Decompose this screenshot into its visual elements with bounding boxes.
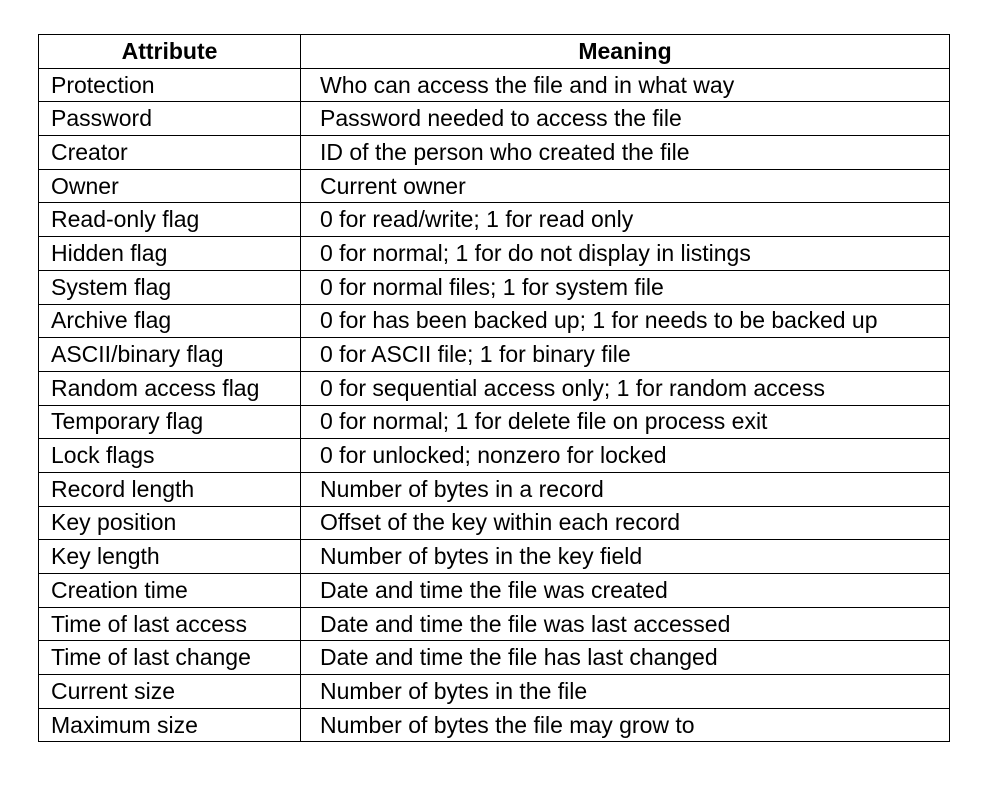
attribute-cell: Protection (39, 68, 301, 102)
attribute-cell: Key position (39, 506, 301, 540)
header-meaning: Meaning (301, 35, 950, 69)
file-attributes-table (38, 34, 950, 742)
attribute-cell: Time of last access (39, 607, 301, 641)
attribute-cell: Creator (39, 136, 301, 170)
meaning-cell: Date and time the file has last changed (301, 641, 950, 675)
table-row (39, 136, 950, 170)
attribute-cell: Lock flags (39, 439, 301, 473)
table-row (39, 304, 950, 338)
attribute-cell: Maximum size (39, 708, 301, 742)
meaning-cell: ID of the person who created the file (301, 136, 950, 170)
header-attribute: Attribute (39, 35, 301, 69)
attribute-cell: Creation time (39, 574, 301, 608)
header-row (39, 35, 950, 69)
meaning-cell: Number of bytes in the key field (301, 540, 950, 574)
table-row (39, 472, 950, 506)
meaning-cell: 0 for has been backed up; 1 for needs to be backed up (301, 304, 950, 338)
attribute-cell: Password (39, 102, 301, 136)
meaning-cell: Offset of the key within each record (301, 506, 950, 540)
table-row (39, 574, 950, 608)
table-row (39, 68, 950, 102)
meaning-cell: Password needed to access the file (301, 102, 950, 136)
table-row (39, 237, 950, 271)
meaning-cell: 0 for normal files; 1 for system file (301, 270, 950, 304)
meaning-cell: Current owner (301, 169, 950, 203)
meaning-cell: 0 for unlocked; nonzero for locked (301, 439, 950, 473)
attribute-cell: Temporary flag (39, 405, 301, 439)
attribute-cell: Archive flag (39, 304, 301, 338)
meaning-cell: Date and time the file was last accessed (301, 607, 950, 641)
attribute-cell: System flag (39, 270, 301, 304)
table-row (39, 338, 950, 372)
attribute-cell: Owner (39, 169, 301, 203)
meaning-cell: Number of bytes in a record (301, 472, 950, 506)
meaning-cell: 0 for normal; 1 for delete file on process exit (301, 405, 950, 439)
table-row (39, 405, 950, 439)
attribute-cell: Read-only flag (39, 203, 301, 237)
table-row (39, 203, 950, 237)
attribute-cell: Hidden flag (39, 237, 301, 271)
attribute-cell: Current size (39, 675, 301, 709)
attribute-cell: ASCII/binary flag (39, 338, 301, 372)
table-row (39, 439, 950, 473)
table-body (39, 68, 950, 742)
table-row (39, 102, 950, 136)
attribute-cell: Time of last change (39, 641, 301, 675)
table-row (39, 270, 950, 304)
attribute-cell: Random access flag (39, 371, 301, 405)
table-row (39, 607, 950, 641)
meaning-cell: 0 for sequential access only; 1 for random access (301, 371, 950, 405)
table-row (39, 506, 950, 540)
attribute-cell: Key length (39, 540, 301, 574)
meaning-cell: Who can access the file and in what way (301, 68, 950, 102)
table-row (39, 371, 950, 405)
attribute-cell: Record length (39, 472, 301, 506)
meaning-cell: Number of bytes in the file (301, 675, 950, 709)
table-header (39, 35, 950, 69)
meaning-cell: 0 for ASCII file; 1 for binary file (301, 338, 950, 372)
table-row (39, 540, 950, 574)
table-row (39, 169, 950, 203)
meaning-cell: Number of bytes the file may grow to (301, 708, 950, 742)
table-row (39, 641, 950, 675)
meaning-cell: 0 for read/write; 1 for read only (301, 203, 950, 237)
meaning-cell: Date and time the file was created (301, 574, 950, 608)
meaning-cell: 0 for normal; 1 for do not display in listings (301, 237, 950, 271)
table-row (39, 675, 950, 709)
table-row (39, 708, 950, 742)
